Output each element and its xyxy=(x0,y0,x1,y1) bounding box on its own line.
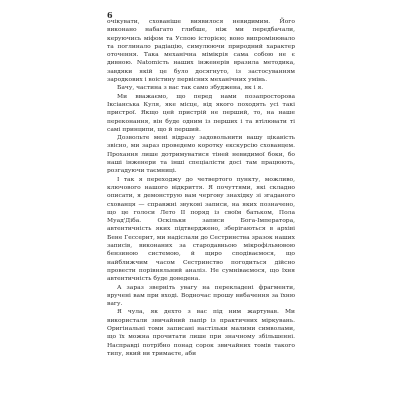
paragraph: А зараз зверніть увагу на перекладені фрагменти, вручені вам при вході. Водночас прошу вибачення за їхню вагу. xyxy=(107,283,295,308)
paragraph: Я чула, як дехто з вас під ним жартував. Ми використали звичайний папір із практичних міркувань. Оригінальні томи записані настільки малими символами, що їх можна прочитати лише при значному збільшенні. Насправді потрібно понад сорок звичайних томів такого типу, який ви тримаєте, аби xyxy=(107,308,295,357)
paragraph: Ми вважаємо, що перед нами позапросторова Іксіанська Куля, яке місце, від якого походять усі такі пристрої. Якщо цей пристрій не перший, то, на наше переконання, він буде одним із перших і та втілювати ті самі принципи, що й перший. xyxy=(107,92,295,133)
body-text xyxy=(107,18,295,358)
paragraph: Бачу, частина з вас так само збуджена, як і я. xyxy=(117,84,264,92)
paragraph: І так я переходжу до четвертого пункту, можливо, ключового нашого відкриття. Я почуттями, які складно описати, я демонструю вам чергову знахідку зі згаданого схованця — справжні звукові записи, на яких позначено, що це голоси Лето ІІ поряд із своїм батьком, Пола Муад'Діба. Оскільки записи Бога-Імператора, автентичність яких підтверджено, зберігаються в архіві Бене Гессерит, ми надіслали до Сестринства зразок наших записів, виконаних за стародавньою мікрофільмовою бензиною системою, й щиро сподіваємося, що найближчим часом Сестринство погодиться дійсно провести порівняльний аналіз. Не сумніваємося, що їхня автентичність буде доведена. xyxy=(107,175,295,283)
page-number: 6 xyxy=(107,10,113,20)
paragraph: Дозвольте мені відразу задовольнити вашу цікавість звісно, ми зараз проведемо коротку екскурсію схованцем. Прохання лише дотримуватися тіней невидимої боки, бо наші інженери та інші спеціалісти досі там працюють, розгадуючи таємниці. xyxy=(107,134,295,175)
paragraph: очікувати, схованіше виявилося невидимим. Його виконано набагато глибше, ніж ми передбачали, керуючись міфом та Успою історією; воно випромінювало та поглинало радіацію, симулюючи природний характер оточення. Така механічна мімікрія сама собою не є дивною. Natomість наших інженерів вразила методика, завдяки якій це було досягнуто, із застосуванням зародкових і воістину первісних механічних умінь. xyxy=(107,18,295,84)
